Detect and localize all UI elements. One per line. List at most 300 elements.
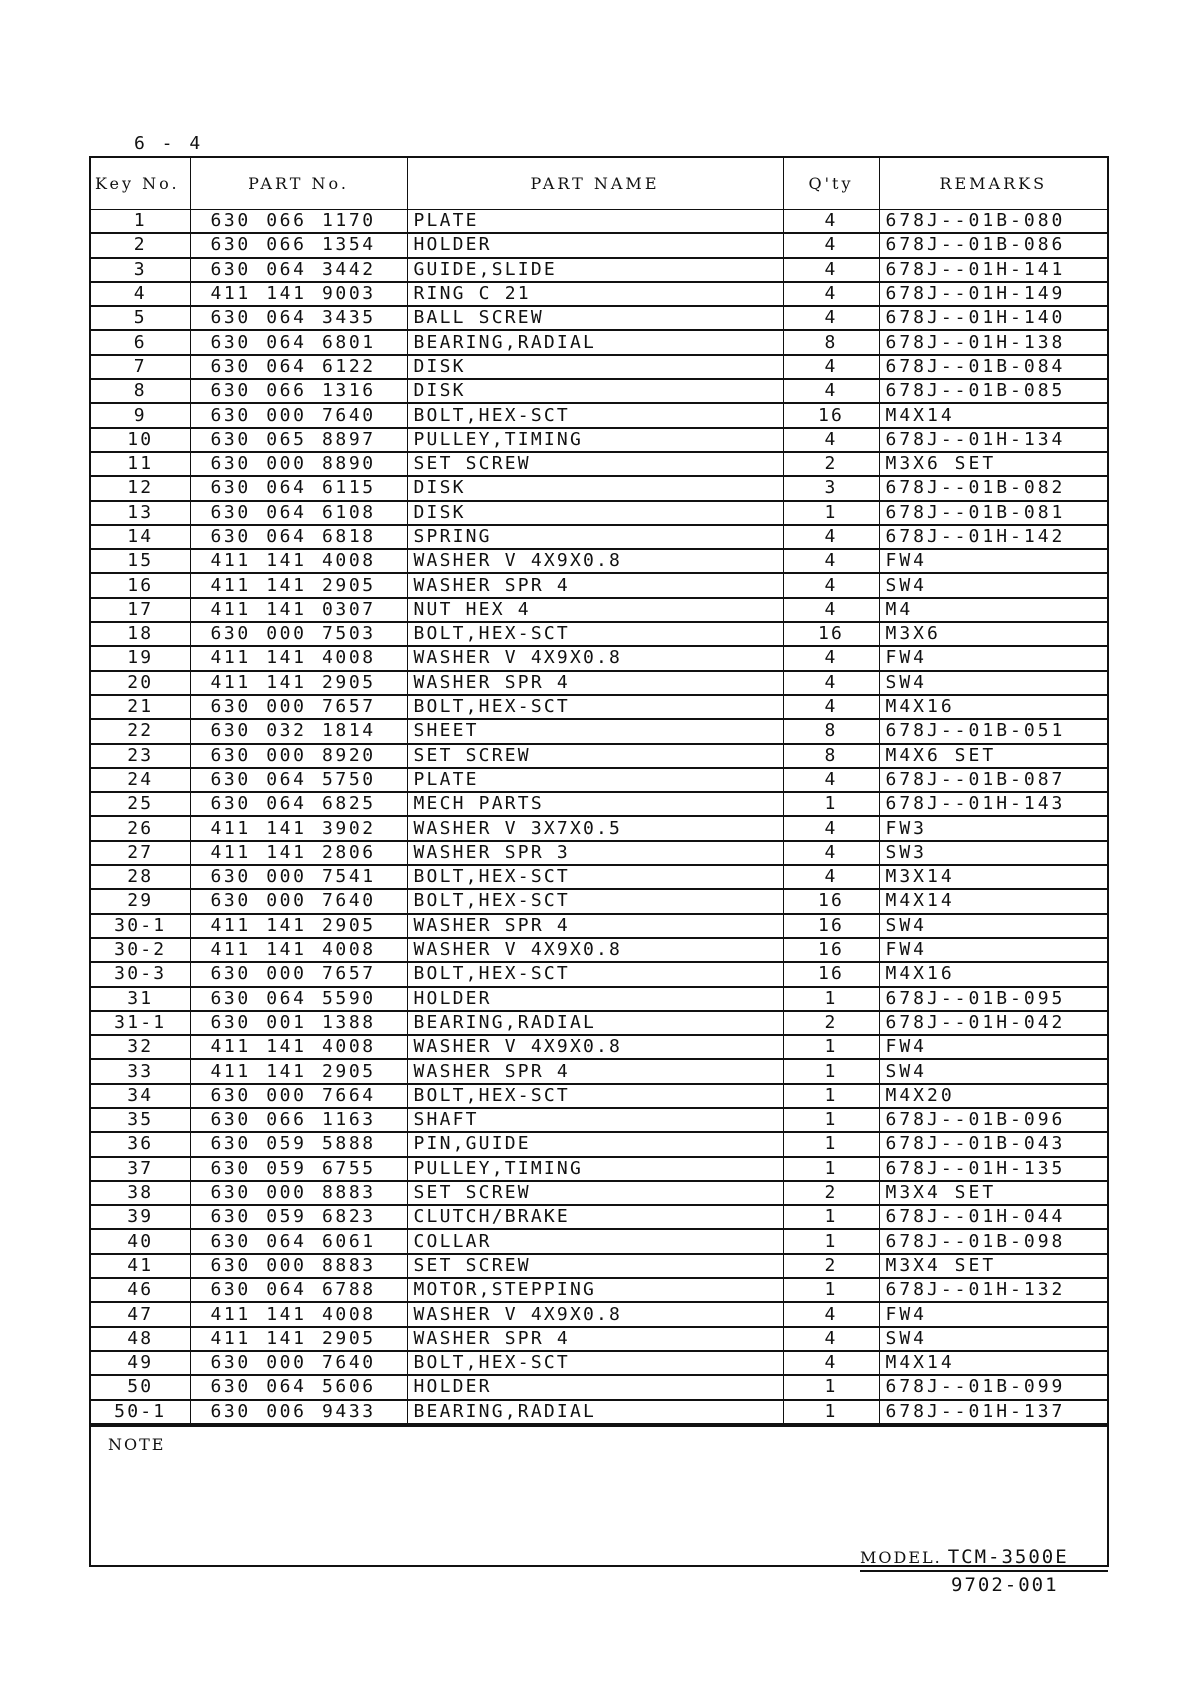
part-no-cell: 411 141 2905 <box>190 573 407 597</box>
part-name-cell: BOLT,HEX-SCT <box>407 865 783 889</box>
table-row <box>91 549 1107 573</box>
part-no-cell: 630 032 1814 <box>190 719 407 743</box>
remarks-cell: 678J--01B-085 <box>879 379 1107 403</box>
remarks-cell: FW4 <box>879 646 1107 670</box>
remarks-cell: M4X20 <box>879 1084 1107 1108</box>
key-no-cell: 49 <box>91 1351 190 1375</box>
part-name-cell: COLLAR <box>407 1229 783 1253</box>
qty-cell: 4 <box>783 258 879 282</box>
part-no-cell: 411 141 2905 <box>190 1327 407 1351</box>
key-no-cell: 11 <box>91 452 190 476</box>
qty-cell: 1 <box>783 1278 879 1302</box>
qty-cell: 4 <box>783 1327 879 1351</box>
part-no-cell: 630 001 1388 <box>190 1011 407 1035</box>
part-name-cell: DISK <box>407 501 783 525</box>
table-row <box>91 1302 1107 1326</box>
part-name-cell: WASHER SPR 4 <box>407 671 783 695</box>
key-no-cell: 40 <box>91 1229 190 1253</box>
part-name-cell: BOLT,HEX-SCT <box>407 962 783 986</box>
part-name-cell: SHEET <box>407 719 783 743</box>
qty-cell: 4 <box>783 841 879 865</box>
part-name-cell: WASHER SPR 4 <box>407 1059 783 1083</box>
table-row <box>91 573 1107 597</box>
document-number: 9702-001 <box>951 1574 1059 1596</box>
remarks-cell: 678J--01H-143 <box>879 792 1107 816</box>
remarks-cell: 678J--01H-140 <box>879 306 1107 330</box>
table-row <box>91 768 1107 792</box>
remarks-cell: FW4 <box>879 938 1107 962</box>
table-row <box>91 987 1107 1011</box>
header-qty: Q'ty <box>783 158 879 210</box>
table-row <box>91 476 1107 500</box>
qty-cell: 1 <box>783 792 879 816</box>
part-name-cell: PULLEY,TIMING <box>407 1157 783 1181</box>
qty-cell: 4 <box>783 598 879 622</box>
header-part-no: PART No. <box>190 158 407 210</box>
part-name-cell: CLUTCH/BRAKE <box>407 1205 783 1229</box>
part-no-cell: 630 064 6825 <box>190 792 407 816</box>
part-name-cell: RING C 21 <box>407 282 783 306</box>
table-row <box>91 501 1107 525</box>
part-name-cell: BOLT,HEX-SCT <box>407 889 783 913</box>
key-no-cell: 20 <box>91 671 190 695</box>
part-no-cell: 630 066 1170 <box>190 210 407 234</box>
table-row <box>91 792 1107 816</box>
part-name-cell: SPRING <box>407 525 783 549</box>
remarks-cell: 678J--01B-095 <box>879 987 1107 1011</box>
part-name-cell: BOLT,HEX-SCT <box>407 403 783 427</box>
remarks-cell: 678J--01H-135 <box>879 1157 1107 1181</box>
part-no-cell: 630 000 7657 <box>190 962 407 986</box>
note-label: NOTE <box>108 1434 166 1454</box>
model-value: TCM-3500E <box>947 1546 1069 1568</box>
part-no-cell: 630 064 5750 <box>190 768 407 792</box>
remarks-cell: 678J--01H-132 <box>879 1278 1107 1302</box>
remarks-cell: M4X6 SET <box>879 744 1107 768</box>
qty-cell: 4 <box>783 573 879 597</box>
table-row <box>91 258 1107 282</box>
part-no-cell: 411 141 2806 <box>190 841 407 865</box>
part-name-cell: BOLT,HEX-SCT <box>407 695 783 719</box>
part-no-cell: 630 066 1163 <box>190 1108 407 1132</box>
key-no-cell: 6 <box>91 330 190 354</box>
table-row <box>91 816 1107 840</box>
table-row <box>91 233 1107 257</box>
table-row <box>91 622 1107 646</box>
qty-cell: 4 <box>783 865 879 889</box>
table-row <box>91 1035 1107 1059</box>
remarks-cell: 678J--01H-044 <box>879 1205 1107 1229</box>
part-no-cell: 630 000 7657 <box>190 695 407 719</box>
key-no-cell: 34 <box>91 1084 190 1108</box>
remarks-cell: 678J--01H-042 <box>879 1011 1107 1035</box>
qty-cell: 4 <box>783 282 879 306</box>
key-no-cell: 36 <box>91 1132 190 1156</box>
remarks-cell: M3X6 <box>879 622 1107 646</box>
model-line <box>860 1546 1108 1572</box>
qty-cell: 4 <box>783 210 879 234</box>
qty-cell: 4 <box>783 671 879 695</box>
qty-cell: 2 <box>783 452 879 476</box>
part-no-cell: 630 059 5888 <box>190 1132 407 1156</box>
qty-cell: 4 <box>783 428 879 452</box>
qty-cell: 16 <box>783 962 879 986</box>
key-no-cell: 3 <box>91 258 190 282</box>
table-row <box>91 598 1107 622</box>
part-no-cell: 630 059 6823 <box>190 1205 407 1229</box>
qty-cell: 4 <box>783 525 879 549</box>
part-name-cell: WASHER V 4X9X0.8 <box>407 1035 783 1059</box>
remarks-cell: M4X16 <box>879 695 1107 719</box>
qty-cell: 1 <box>783 501 879 525</box>
key-no-cell: 25 <box>91 792 190 816</box>
qty-cell: 4 <box>783 646 879 670</box>
key-no-cell: 33 <box>91 1059 190 1083</box>
qty-cell: 1 <box>783 1375 879 1399</box>
part-name-cell: BOLT,HEX-SCT <box>407 1084 783 1108</box>
part-no-cell: 630 064 5590 <box>190 987 407 1011</box>
key-no-cell: 29 <box>91 889 190 913</box>
part-no-cell: 630 064 6115 <box>190 476 407 500</box>
table-row <box>91 1205 1107 1229</box>
key-no-cell: 46 <box>91 1278 190 1302</box>
remarks-cell: 678J--01B-043 <box>879 1132 1107 1156</box>
part-no-cell: 630 065 8897 <box>190 428 407 452</box>
qty-cell: 4 <box>783 549 879 573</box>
table-row <box>91 1084 1107 1108</box>
key-no-cell: 27 <box>91 841 190 865</box>
table-row <box>91 1375 1107 1399</box>
part-name-cell: SET SCREW <box>407 452 783 476</box>
qty-cell: 16 <box>783 622 879 646</box>
part-no-cell: 630 064 6818 <box>190 525 407 549</box>
qty-cell: 16 <box>783 938 879 962</box>
part-no-cell: 411 141 4008 <box>190 549 407 573</box>
key-no-cell: 21 <box>91 695 190 719</box>
key-no-cell: 18 <box>91 622 190 646</box>
table-row <box>91 841 1107 865</box>
remarks-cell: 678J--01B-096 <box>879 1108 1107 1132</box>
header-key-no: Key No. <box>91 158 190 210</box>
key-no-cell: 2 <box>91 233 190 257</box>
table-row <box>91 889 1107 913</box>
part-no-cell: 630 066 1316 <box>190 379 407 403</box>
key-no-cell: 4 <box>91 282 190 306</box>
remarks-cell: 678J--01B-080 <box>879 210 1107 234</box>
key-no-cell: 48 <box>91 1327 190 1351</box>
key-no-cell: 13 <box>91 501 190 525</box>
table-row <box>91 1132 1107 1156</box>
qty-cell: 4 <box>783 816 879 840</box>
part-name-cell: WASHER V 3X7X0.5 <box>407 816 783 840</box>
key-no-cell: 12 <box>91 476 190 500</box>
part-no-cell: 630 000 8920 <box>190 744 407 768</box>
part-name-cell: BALL SCREW <box>407 306 783 330</box>
key-no-cell: 26 <box>91 816 190 840</box>
key-no-cell: 30-1 <box>91 914 190 938</box>
table-row <box>91 330 1107 354</box>
remarks-cell: M3X4 SET <box>879 1181 1107 1205</box>
part-no-cell: 630 064 6108 <box>190 501 407 525</box>
part-name-cell: BOLT,HEX-SCT <box>407 1351 783 1375</box>
part-no-cell: 630 006 9433 <box>190 1400 407 1424</box>
part-no-cell: 411 141 2905 <box>190 671 407 695</box>
qty-cell: 16 <box>783 889 879 913</box>
key-no-cell: 37 <box>91 1157 190 1181</box>
table-row <box>91 379 1107 403</box>
table-row <box>91 1011 1107 1035</box>
part-name-cell: SET SCREW <box>407 744 783 768</box>
part-no-cell: 411 141 4008 <box>190 646 407 670</box>
remarks-cell: 678J--01B-086 <box>879 233 1107 257</box>
part-name-cell: WASHER SPR 4 <box>407 1327 783 1351</box>
part-no-cell: 630 000 8883 <box>190 1254 407 1278</box>
table-body <box>91 210 1107 1424</box>
remarks-cell: M4 <box>879 598 1107 622</box>
note-box <box>91 1425 1107 1565</box>
qty-cell: 1 <box>783 1059 879 1083</box>
table-row <box>91 938 1107 962</box>
part-no-cell: 411 141 9003 <box>190 282 407 306</box>
key-no-cell: 39 <box>91 1205 190 1229</box>
part-name-cell: SET SCREW <box>407 1181 783 1205</box>
header-part-name: PART NAME <box>407 158 783 210</box>
part-no-cell: 411 141 3902 <box>190 816 407 840</box>
table-row <box>91 671 1107 695</box>
part-no-cell: 630 064 6788 <box>190 1278 407 1302</box>
remarks-cell: FW4 <box>879 549 1107 573</box>
qty-cell: 1 <box>783 1205 879 1229</box>
part-name-cell: PIN,GUIDE <box>407 1132 783 1156</box>
table-row <box>91 1400 1107 1424</box>
qty-cell: 8 <box>783 744 879 768</box>
part-no-cell: 630 000 7541 <box>190 865 407 889</box>
part-name-cell: WASHER V 4X9X0.8 <box>407 646 783 670</box>
table-row <box>91 646 1107 670</box>
qty-cell: 4 <box>783 695 879 719</box>
table-row <box>91 428 1107 452</box>
table-header-row <box>91 158 1107 210</box>
remarks-cell: 678J--01H-142 <box>879 525 1107 549</box>
remarks-cell: 678J--01B-087 <box>879 768 1107 792</box>
table-row <box>91 1108 1107 1132</box>
key-no-cell: 9 <box>91 403 190 427</box>
table-row <box>91 1351 1107 1375</box>
key-no-cell: 38 <box>91 1181 190 1205</box>
key-no-cell: 8 <box>91 379 190 403</box>
remarks-cell: 678J--01H-137 <box>879 1400 1107 1424</box>
remarks-cell: SW4 <box>879 671 1107 695</box>
remarks-cell: 678J--01H-141 <box>879 258 1107 282</box>
part-no-cell: 630 064 6061 <box>190 1229 407 1253</box>
part-no-cell: 630 000 7640 <box>190 1351 407 1375</box>
table-row <box>91 695 1107 719</box>
part-name-cell: NUT HEX 4 <box>407 598 783 622</box>
table-row <box>91 1181 1107 1205</box>
table-row <box>91 1157 1107 1181</box>
key-no-cell: 22 <box>91 719 190 743</box>
remarks-cell: M3X6 SET <box>879 452 1107 476</box>
part-name-cell: PULLEY,TIMING <box>407 428 783 452</box>
qty-cell: 4 <box>783 355 879 379</box>
remarks-cell: M4X14 <box>879 1351 1107 1375</box>
part-no-cell: 630 000 7640 <box>190 889 407 913</box>
part-name-cell: DISK <box>407 476 783 500</box>
part-no-cell: 411 141 4008 <box>190 938 407 962</box>
part-name-cell: MECH PARTS <box>407 792 783 816</box>
key-no-cell: 47 <box>91 1302 190 1326</box>
table-row <box>91 306 1107 330</box>
table-row <box>91 1059 1107 1083</box>
table-row <box>91 1229 1107 1253</box>
remarks-cell: M3X14 <box>879 865 1107 889</box>
part-no-cell: 630 064 3442 <box>190 258 407 282</box>
part-no-cell: 411 141 2905 <box>190 1059 407 1083</box>
qty-cell: 8 <box>783 719 879 743</box>
part-name-cell: BOLT,HEX-SCT <box>407 622 783 646</box>
part-name-cell: MOTOR,STEPPING <box>407 1278 783 1302</box>
part-name-cell: SHAFT <box>407 1108 783 1132</box>
remarks-cell: SW4 <box>879 1059 1107 1083</box>
key-no-cell: 31 <box>91 987 190 1011</box>
part-name-cell: HOLDER <box>407 987 783 1011</box>
part-no-cell: 630 059 6755 <box>190 1157 407 1181</box>
key-no-cell: 17 <box>91 598 190 622</box>
remarks-cell: 678J--01B-098 <box>879 1229 1107 1253</box>
table-row <box>91 914 1107 938</box>
qty-cell: 1 <box>783 1229 879 1253</box>
parts-list-sheet <box>89 156 1109 1567</box>
part-no-cell: 411 141 4008 <box>190 1035 407 1059</box>
qty-cell: 2 <box>783 1181 879 1205</box>
part-name-cell: HOLDER <box>407 1375 783 1399</box>
table-row <box>91 1327 1107 1351</box>
qty-cell: 1 <box>783 1084 879 1108</box>
part-name-cell: DISK <box>407 355 783 379</box>
key-no-cell: 16 <box>91 573 190 597</box>
remarks-cell: M4X14 <box>879 889 1107 913</box>
remarks-cell: 678J--01H-138 <box>879 330 1107 354</box>
remarks-cell: M3X4 SET <box>879 1254 1107 1278</box>
remarks-cell: M4X16 <box>879 962 1107 986</box>
table-row <box>91 962 1107 986</box>
remarks-cell: FW3 <box>879 816 1107 840</box>
qty-cell: 4 <box>783 306 879 330</box>
part-name-cell: DISK <box>407 379 783 403</box>
remarks-cell: FW4 <box>879 1302 1107 1326</box>
part-no-cell: 630 064 3435 <box>190 306 407 330</box>
part-name-cell: BEARING,RADIAL <box>407 1400 783 1424</box>
table-row <box>91 403 1107 427</box>
remarks-cell: SW3 <box>879 841 1107 865</box>
part-no-cell: 630 064 5606 <box>190 1375 407 1399</box>
page-number: 6 - 4 <box>134 133 204 154</box>
remarks-cell: SW4 <box>879 1327 1107 1351</box>
remarks-cell: 678J--01B-082 <box>879 476 1107 500</box>
key-no-cell: 50 <box>91 1375 190 1399</box>
part-name-cell: WASHER SPR 4 <box>407 914 783 938</box>
part-name-cell: WASHER V 4X9X0.8 <box>407 549 783 573</box>
parts-table <box>91 158 1107 1425</box>
key-no-cell: 41 <box>91 1254 190 1278</box>
part-no-cell: 411 141 2905 <box>190 914 407 938</box>
qty-cell: 1 <box>783 1035 879 1059</box>
part-name-cell: WASHER SPR 3 <box>407 841 783 865</box>
qty-cell: 3 <box>783 476 879 500</box>
key-no-cell: 50-1 <box>91 1400 190 1424</box>
key-no-cell: 28 <box>91 865 190 889</box>
part-name-cell: BEARING,RADIAL <box>407 1011 783 1035</box>
qty-cell: 16 <box>783 403 879 427</box>
key-no-cell: 30-3 <box>91 962 190 986</box>
remarks-cell: FW4 <box>879 1035 1107 1059</box>
key-no-cell: 10 <box>91 428 190 452</box>
qty-cell: 16 <box>783 914 879 938</box>
table-row <box>91 865 1107 889</box>
part-name-cell: GUIDE,SLIDE <box>407 258 783 282</box>
table-row <box>91 210 1107 234</box>
key-no-cell: 30-2 <box>91 938 190 962</box>
key-no-cell: 7 <box>91 355 190 379</box>
remarks-cell: 678J--01B-099 <box>879 1375 1107 1399</box>
part-name-cell: HOLDER <box>407 233 783 257</box>
part-no-cell: 630 000 7640 <box>190 403 407 427</box>
table-row <box>91 282 1107 306</box>
qty-cell: 1 <box>783 1400 879 1424</box>
key-no-cell: 35 <box>91 1108 190 1132</box>
key-no-cell: 5 <box>91 306 190 330</box>
remarks-cell: 678J--01H-149 <box>879 282 1107 306</box>
part-name-cell: WASHER SPR 4 <box>407 573 783 597</box>
remarks-cell: 678J--01B-081 <box>879 501 1107 525</box>
model-label: MODEL. <box>860 1548 942 1567</box>
qty-cell: 1 <box>783 1157 879 1181</box>
part-no-cell: 630 064 6122 <box>190 355 407 379</box>
qty-cell: 1 <box>783 1108 879 1132</box>
key-no-cell: 14 <box>91 525 190 549</box>
part-no-cell: 630 064 6801 <box>190 330 407 354</box>
qty-cell: 4 <box>783 768 879 792</box>
part-no-cell: 630 000 7664 <box>190 1084 407 1108</box>
key-no-cell: 1 <box>91 210 190 234</box>
remarks-cell: 678J--01B-084 <box>879 355 1107 379</box>
part-name-cell: WASHER V 4X9X0.8 <box>407 1302 783 1326</box>
key-no-cell: 31-1 <box>91 1011 190 1035</box>
remarks-cell: SW4 <box>879 914 1107 938</box>
qty-cell: 1 <box>783 1132 879 1156</box>
key-no-cell: 19 <box>91 646 190 670</box>
table-row <box>91 355 1107 379</box>
qty-cell: 4 <box>783 379 879 403</box>
key-no-cell: 24 <box>91 768 190 792</box>
table-row <box>91 744 1107 768</box>
table-row <box>91 525 1107 549</box>
part-name-cell: PLATE <box>407 768 783 792</box>
qty-cell: 1 <box>783 987 879 1011</box>
part-name-cell: PLATE <box>407 210 783 234</box>
key-no-cell: 23 <box>91 744 190 768</box>
part-name-cell: SET SCREW <box>407 1254 783 1278</box>
part-no-cell: 630 066 1354 <box>190 233 407 257</box>
table-row <box>91 719 1107 743</box>
remarks-cell: 678J--01H-134 <box>879 428 1107 452</box>
qty-cell: 2 <box>783 1011 879 1035</box>
qty-cell: 4 <box>783 1302 879 1326</box>
part-no-cell: 630 000 7503 <box>190 622 407 646</box>
qty-cell: 4 <box>783 233 879 257</box>
table-row <box>91 1278 1107 1302</box>
part-no-cell: 630 000 8883 <box>190 1181 407 1205</box>
